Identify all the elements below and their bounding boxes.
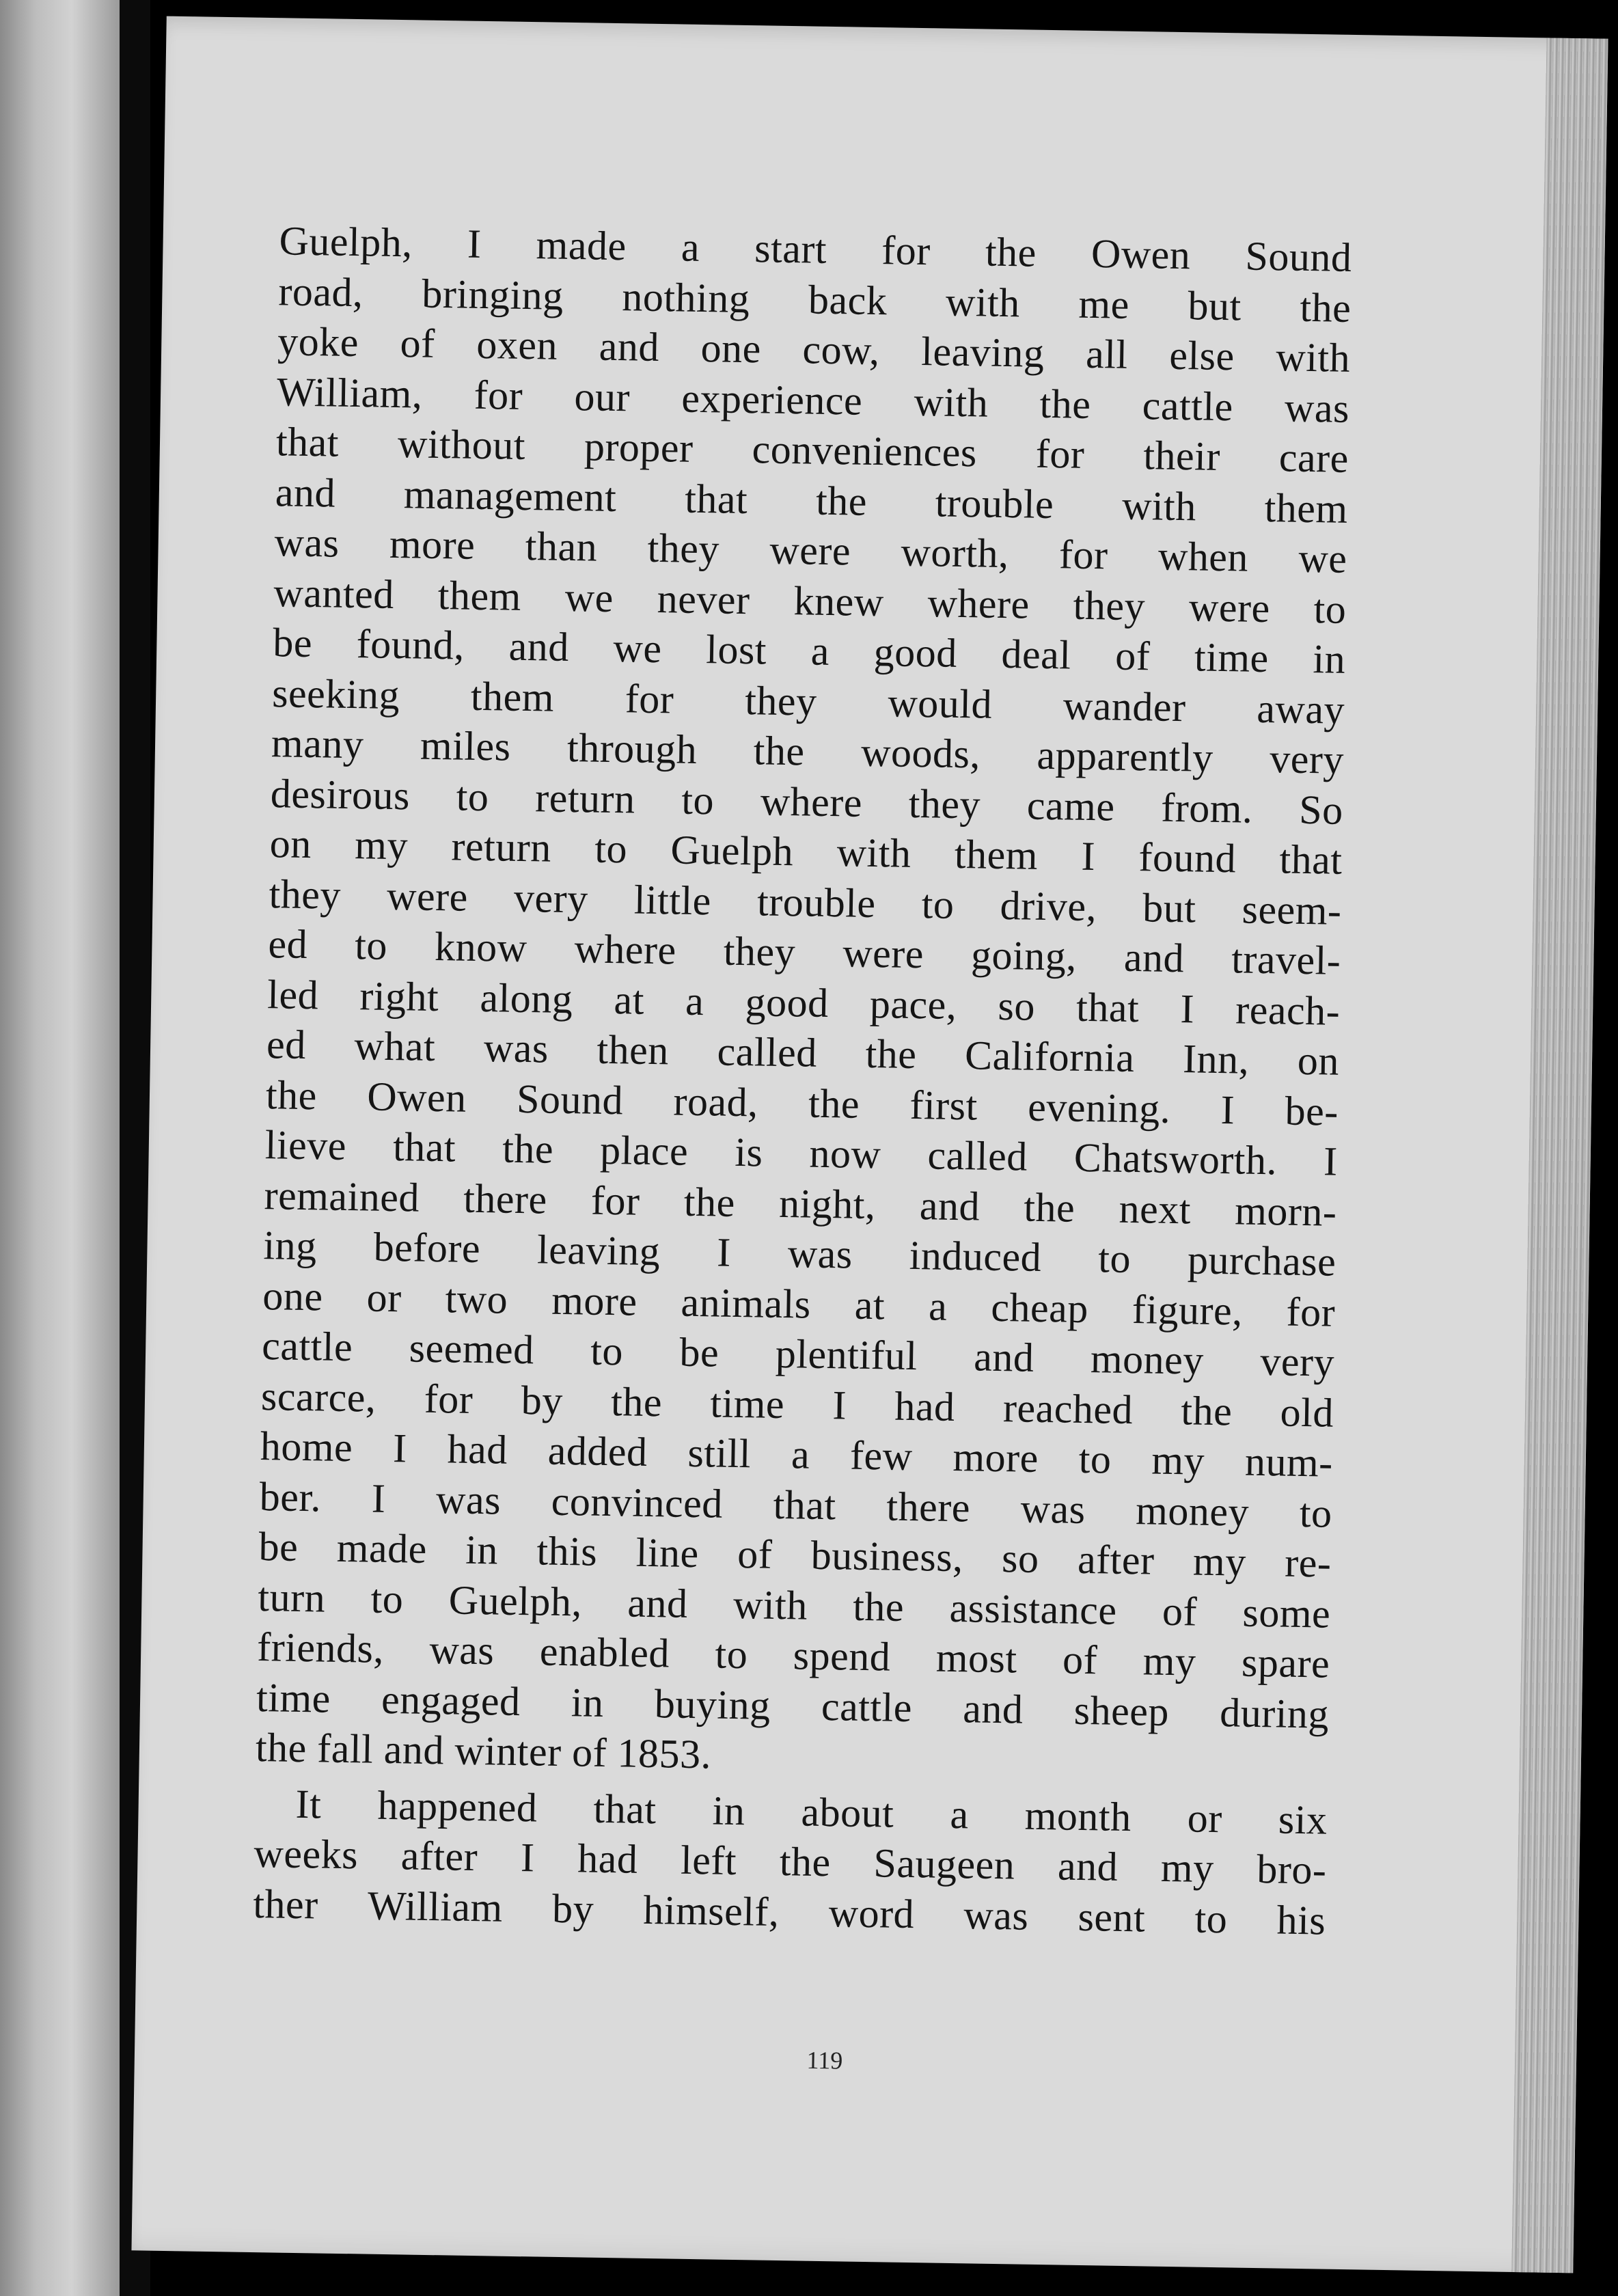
text-line: wanted them we never knew where they were to <box>273 569 1347 632</box>
text-line: ing before leaving I was induced to purchase <box>263 1222 1336 1285</box>
text-line: home I had added still a few more to my num- <box>260 1423 1334 1486</box>
text-line: road, bringing nothing back with me but the <box>277 268 1352 331</box>
text-line: seeking them for they would wander away <box>271 670 1345 733</box>
text-line: that without proper conveniences for their care <box>275 419 1349 481</box>
text-line: It happened that in about a month or six <box>295 1781 1328 1843</box>
text-line: they were very little trouble to drive, but seem- <box>269 871 1342 933</box>
text-line: many miles through the woods, apparently very <box>271 720 1345 782</box>
text-line: be found, and we lost a good deal of time in <box>272 620 1346 682</box>
page-number: 119 <box>806 2046 843 2075</box>
text-line: scarce, for by the time I had reached the old <box>260 1373 1334 1436</box>
text-line: weeks after I had left the Saugeen and my bro- <box>253 1830 1327 1893</box>
book-page <box>131 16 1608 2273</box>
text-line: remained there for the night, and the next morn- <box>264 1172 1337 1235</box>
paragraph-1 <box>255 216 1352 1790</box>
text-line: yoke of oxen and one cow, leaving all else with <box>277 318 1351 381</box>
text-line: William, for our experience with the cattle was <box>276 368 1350 431</box>
text-line: was more than they were worth, for when we <box>274 519 1348 582</box>
text-line: ed to know where they were going, and travel- <box>267 921 1341 983</box>
text-line: ther William by himself, word was sent to his <box>252 1881 1326 1943</box>
left-gutter <box>0 0 120 2296</box>
text-line: time engaged in buying cattle and sheep during <box>256 1674 1330 1737</box>
text-line: Guelph, I made a start for the Owen Sound <box>279 218 1352 280</box>
text-line: friends, was enabled to spend most of my spare <box>256 1624 1330 1686</box>
paragraph-2 <box>253 1778 1328 1945</box>
text-line: cattle seemed to be plentiful and money very <box>261 1323 1335 1385</box>
text-line: the fall and winter of 1853. <box>255 1724 712 1777</box>
text-line: ber. I was convinced that there was money to <box>259 1473 1333 1536</box>
text-line: one or two more animals at a cheap figure, for <box>262 1272 1336 1335</box>
page-edge <box>1511 38 1608 2273</box>
text-line: on my return to Guelph with them I found that <box>269 821 1343 883</box>
text-line: be made in this line of business, so after my re- <box>258 1524 1332 1586</box>
text-line: and management that the trouble with them <box>275 469 1349 532</box>
text-line: the Owen Sound road, the first evening. I be- <box>265 1071 1339 1134</box>
text-line: lieve that the place is now called Chatsworth. I <box>264 1122 1339 1184</box>
body-text <box>253 216 1352 1945</box>
text-line: led right along at a good pace, so that I reach- <box>266 971 1341 1034</box>
text-line: desirous to return to where they came from. So <box>270 770 1344 833</box>
text-line: ed what was then called the California Inn, on <box>266 1022 1340 1084</box>
text-line: turn to Guelph, and with the assistance of some <box>257 1574 1331 1637</box>
